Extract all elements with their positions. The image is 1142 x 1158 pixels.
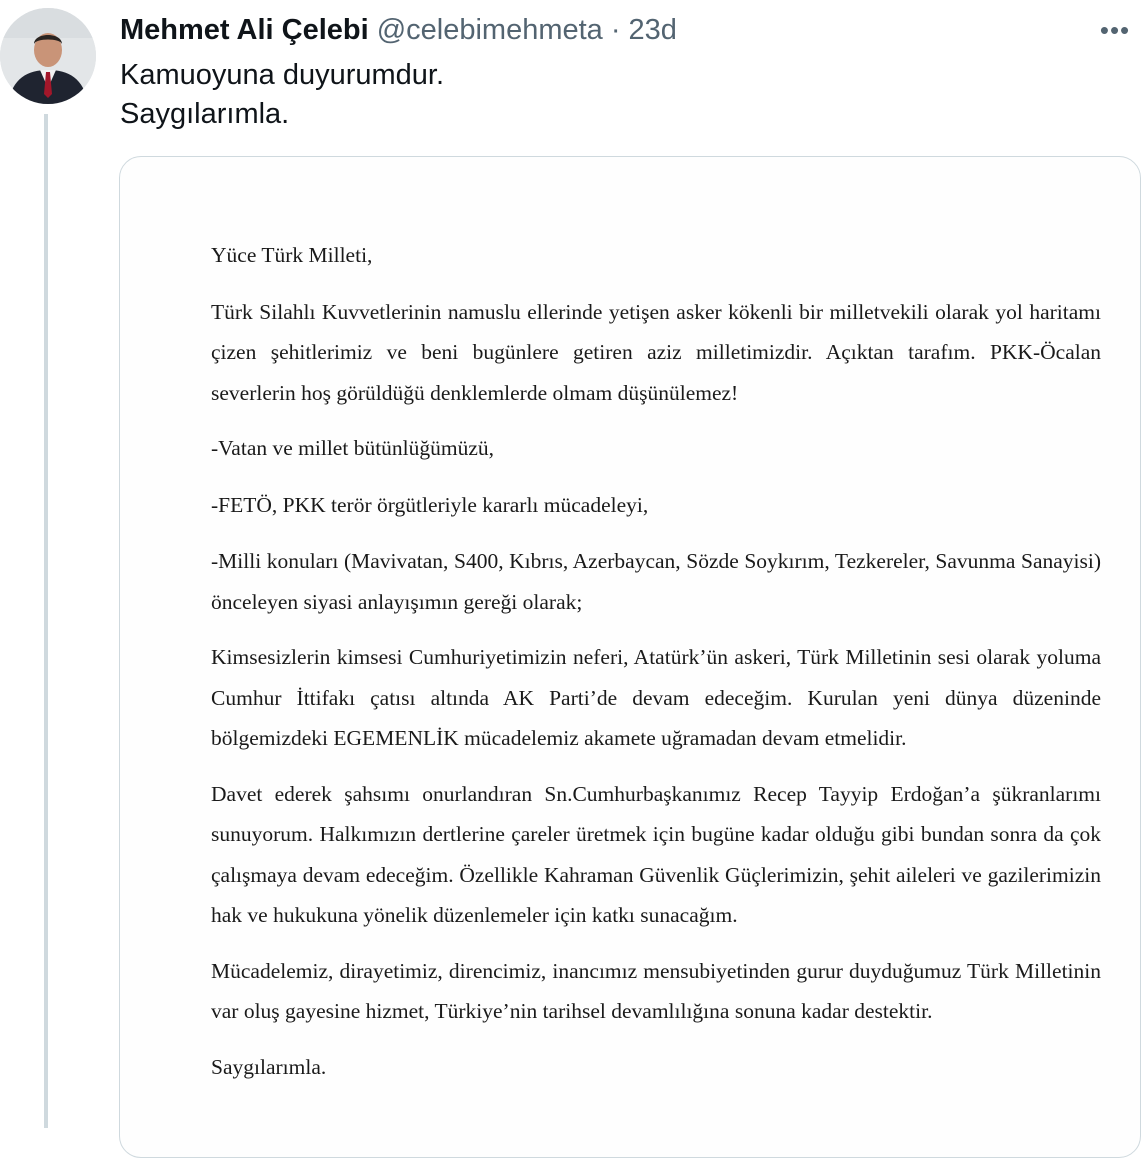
letter-list-item: -FETÖ, PKK terör örgütleriyle kararlı mücadeleyi, (211, 492, 649, 517)
tweet-text-line: Saygılarımla. (120, 98, 290, 130)
letter-paragraph: Davet ederek şahsımı onurlandıran Sn.Cumhurbaşkanımız Recep Tayyip Erdoğan’a şükranlarımı sunuyorum. Halkımızın dertlerine çareler üretmek için bugüne kadar olduğu gibi bundan sonra da çok çalışmaya devam edeceğim. Özellikle Kahraman Güvenlik Güçlerimizin, şehit aileleri ve gazilerimizin hak ve hukukuna yönelik düzenlemeler için katkı sunacağım. (211, 781, 1101, 927)
thread-line (44, 114, 48, 1128)
more-options-icon[interactable]: ••• (1099, 14, 1131, 45)
letter-closing: Saygılarımla. (211, 1054, 327, 1079)
author-name[interactable]: Mehmet Ali Çelebi (120, 13, 369, 46)
letter-list-item: -Milli konuları (Mavivatan, S400, Kıbrıs, Azerbaycan, Sözde Soykırım, Tezkereler, Savunma Sanayisi) önceleyen siyasi anlayışımın gereği olarak; (211, 549, 1101, 614)
tweet-media-image[interactable] (119, 156, 1141, 1158)
author-handle[interactable]: @celebimehmeta (376, 13, 603, 46)
letter-list-item: -Vatan ve millet bütünlüğümüzü, (211, 436, 495, 460)
tweet-text (120, 56, 444, 134)
letter-paragraph: Mücadelemiz, dirayetimiz, direncimiz, inancımız mensubiyetinden gurur duyduğumuz Türk Milletinin var oluş gayesine hizmet, Türkiye’nin tarihsel devamlılığına sonuna kadar destektir. (211, 958, 1101, 1023)
author-avatar[interactable] (0, 8, 96, 104)
separator: · (610, 13, 621, 46)
letter-document (211, 235, 1101, 1103)
letter-paragraph: Kimsesizlerin kimsesi Cumhuriyetimizin neferi, Atatürk’ün askeri, Türk Milletinin sesi olarak yoluma Cumhur İttifakı çatısı altında AK Parti’de devam edeceğim. Kurulan yeni dünya düzeninde bölgemizdeki EGEMENLİK mücadelemiz akamete uğramadan devam etmelidir. (211, 645, 1101, 750)
tweet-header (120, 12, 677, 48)
letter-salutation: Yüce Türk Milleti, (211, 243, 373, 267)
tweet-text-line: Kamuoyuna duyurumdur. (120, 59, 445, 91)
tweet-timestamp[interactable]: 23d (628, 13, 677, 46)
letter-paragraph: Türk Silahlı Kuvvetlerinin namuslu ellerinde yetişen asker kökenli bir milletvekili olarak yol haritamı çizen şehitlerimiz ve beni bugünlere getiren aziz milletimizdir. Açıktan tarafım. PKK-Öcalan severlerin hoş görüldüğü denklemlerde olmam düşünülemez! (211, 299, 1101, 405)
